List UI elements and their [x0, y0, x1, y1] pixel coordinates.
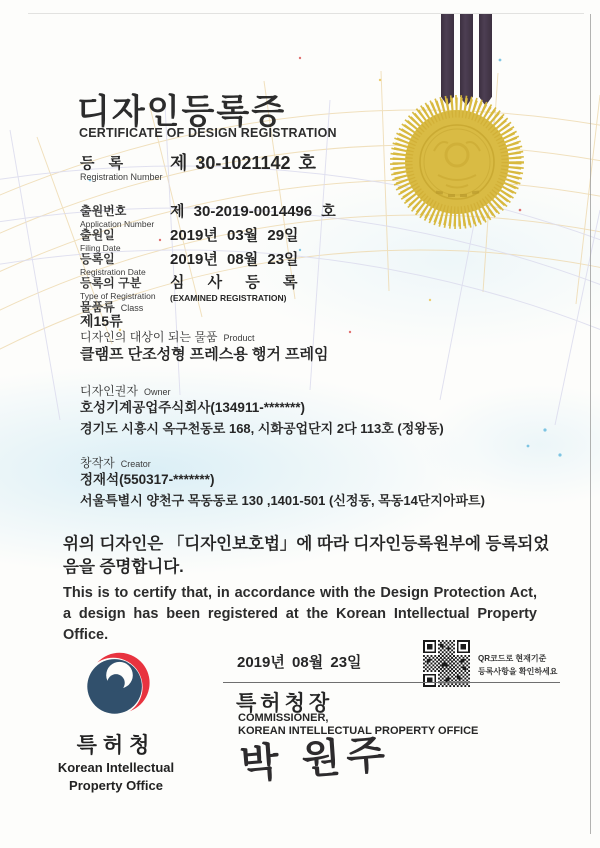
class-value: 제15류	[80, 313, 123, 329]
scan-edge-right-line	[590, 14, 591, 834]
owner-address: 경기도 시흥시 옥구천동로 168, 시화공업단지 2다 113호 (정왕동)	[80, 421, 444, 436]
product-label: 디자인의 대상이 되는 물품 Product	[80, 330, 255, 344]
commissioner-title-kr: 특허청장	[236, 692, 334, 715]
kipo-logo-icon	[81, 650, 151, 720]
owner-label: 디자인권자 Owner	[80, 384, 171, 398]
registration-label-kr: 등 록	[80, 155, 129, 172]
page-title: 디자인등록증	[77, 93, 287, 131]
class-label: 물품류 Class	[80, 300, 144, 314]
application-number: 제 30-2019-0014496 호	[170, 203, 336, 220]
logo-text-kr: 특허청	[76, 734, 156, 757]
gold-seal-icon	[388, 93, 526, 231]
commissioner-signature: 박 원주	[238, 732, 393, 787]
statement-korean: 위의 디자인은 「디자인보호법」에 따라 디자인등록원부에 등록되었음을 증명합니다.	[63, 535, 550, 577]
commissioner-title-en2: KOREAN INTELLECTUAL PROPERTY OFFICE	[238, 725, 479, 737]
creator-address: 서울특별시 양천구 목동동로 130 ,1401-501 (신정동, 목동14단지아파트)	[80, 493, 485, 508]
registration-label-en: Registration Number	[80, 172, 163, 182]
field-label-filing-date: 출원일 Filing Date	[80, 228, 121, 253]
product-value: 클램프 단조성형 프레스용 행거 프레임	[80, 346, 329, 363]
field-label-application-number: 출원번호 Application Number	[80, 204, 155, 229]
page-subtitle: CERTIFICATE OF DESIGN REGISTRATION	[79, 126, 337, 140]
qr-code-icon	[423, 640, 470, 687]
registration-date: 2019년 08월 23일	[170, 251, 299, 268]
registration-number: 제 30-1021142 호	[170, 153, 316, 173]
creator-name: 정재석(550317-*******)	[80, 472, 215, 487]
statement-english: This is to certify that, in accordance with the Design Protection Act, a design has been registered at the Korean Intellectual Property Office.	[63, 585, 537, 644]
filing-date: 2019년 03월 29일	[170, 227, 299, 244]
creator-label: 창작자 Creator	[80, 456, 151, 470]
logo-text-en: Korean Intellectual Property Office	[57, 760, 175, 793]
commissioner-title-en1: COMMISSIONER,	[238, 712, 329, 724]
qr-caption: QR코드로 현재기준 등록사항을 확인하세요	[478, 654, 558, 676]
issue-date: 2019년 08월 23일	[237, 654, 362, 671]
registration-type: 심 사 등 록 (EXAMINED REGISTRATION)	[170, 274, 305, 303]
field-label-registration-date: 등록일 Registration Date	[80, 252, 146, 277]
scan-edge-top-line	[28, 13, 584, 14]
footer-divider	[223, 682, 560, 683]
owner-name: 호성기계공업주식회사(134911-*******)	[80, 400, 305, 415]
field-label-registration-type: 등록의 구분 Type of Registration	[80, 276, 156, 301]
